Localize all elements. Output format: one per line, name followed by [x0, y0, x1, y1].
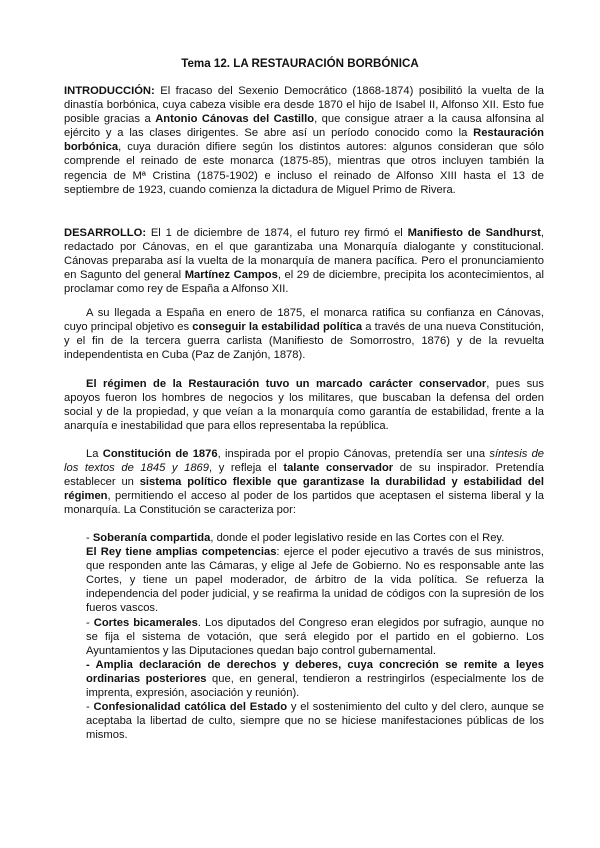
llegada-bold-estabilidad: conseguir la estabilidad política — [192, 321, 363, 334]
llegada-paragraph — [64, 306, 544, 362]
rey-text: : ejerce el poder ejecutivo a través de sus ministros, que responden ante las Cámaras, y elige al Jefe de Gobierno. No es responsable ante las Cortes, y tiene un papel moderador, de árbitro de la vida política. Se refuerza la independencia del poder judicial, y se reafirma la unidad de códigos con la supresión de los fueros vascos. — [86, 546, 544, 615]
desarrollo-paragraph — [64, 226, 544, 296]
intro-bold-restauracion: Restauración borbónica — [64, 127, 544, 154]
list-dash: - — [86, 701, 94, 714]
introduccion-paragraph — [64, 84, 544, 197]
constitucion-italic-sintesis: síntesis de los textos de 1845 y 1869 — [64, 448, 545, 475]
soberania-text: , donde el poder legislativo reside en las Cortes con el Rey. — [210, 532, 505, 544]
introduccion-label: INTRODUCCIÓN: — [64, 85, 155, 97]
list-item-derechos — [86, 658, 544, 700]
list-dash: - — [86, 532, 93, 544]
document-title: Tema 12. LA RESTAURACIÓN BORBÓNICA — [181, 57, 419, 70]
confesionalidad-bold: Confesionalidad católica del Estado — [93, 701, 288, 714]
soberania-bold: Soberanía compartida — [92, 532, 211, 544]
regimen-bold: El régimen de la Restauración tuvo un marcado carácter conservador — [86, 378, 487, 390]
derechos-text: que, en general, tendieron a restringirlos (especialmente los de imprenta, expresión, asociación y reunión). — [86, 672, 544, 700]
rey-bold: El Rey tiene amplias competencias — [86, 546, 277, 559]
intro-text-2: , que consigue atraer a la causa alfonsina al ejército y a las clases dirigentes. Se abre así un período conocido como la — [64, 113, 544, 140]
desarrollo-label: DESARROLLO: — [64, 227, 147, 239]
caracteristicas-list — [86, 531, 544, 742]
intro-bold-canovas: Antonio Cánovas del Castillo — [155, 113, 315, 126]
derechos-bold: - Amplia declaración de derechos y deberes, cuya concreción se remite a leyes ordinarias posteriores — [86, 658, 544, 685]
desarrollo-text-2: , redactado por Cánovas, en el que garantizaba una Monarquía dialogante y constitucional. Cánovas preparaba así la vuelta de la monarquía de manera pacífica. Pero el pronunciamiento en Sagunto del general — [64, 227, 544, 282]
intro-text-3: , cuya duración difiere según los distintos autores: algunos consideran que sólo comprende el reinado de este monarca (1875-85), mientras que otros incluyen también la regencia de Mª Cristina (1875-1902) e incluso el reinado de Alfonso XIII hasta el 13 de septiembre de 1923, cuando comienza la dictadura de Miguel Primo de Rivera. — [64, 141, 544, 196]
constitucion-text-1: , inspirada por el propio Cánovas, pretendía ser una — [217, 448, 490, 460]
cortes-text: . Los diputados del Congreso eran elegidos por sufragio, aunque no se fija el sistema de votación, que será elegido por el partido en el gobierno. Los Ayuntamientos y las Diputaciones quedan bajo control gubernamental. — [86, 616, 545, 657]
constitucion-text-3: de su inspirador. Pretendía establecer un — [64, 462, 544, 489]
list-item-rey — [86, 545, 544, 615]
constitucion-paragraph — [64, 447, 544, 517]
constitucion-text-0: La — [86, 448, 103, 460]
regimen-paragraph — [64, 377, 544, 433]
llegada-text-2: a través de una nueva Constitución, y el fin de la tercera guerra carlista (Manifiesto de Somorrostro, 1876) y de la revuelta independentista en Cuba (Paz de Zanjón, 1878). — [64, 321, 544, 362]
constitucion-bold-1876: Constitución de 1876 — [102, 448, 218, 460]
list-item-cortes — [86, 616, 544, 658]
desarrollo-text-1: El 1 de diciembre de 1874, el futuro rey firmó el — [146, 227, 408, 239]
constitucion-text-4: , permitiendo el acceso al poder de los partidos que aceptasen el sistema liberal y la monarquía. La Constitución se caracteriza por: — [64, 490, 544, 517]
cortes-bold: Cortes bicamerales — [93, 616, 198, 629]
confesionalidad-text: y el sostenimiento del culto y del clero, aunque se aceptaba la libertad de culto, siempre que no se hiciese manifestaciones públicas de los mismos. — [86, 701, 544, 742]
constitucion-bold-talante: talante conservador — [283, 462, 394, 475]
desarrollo-bold-martinez: Martínez Campos — [184, 269, 278, 282]
list-item-soberania — [86, 531, 544, 545]
list-dash: - — [86, 616, 94, 629]
regimen-text: , pues sus apoyos fueron los hombres de negocios y los militares, que buscaban la defensa del orden social y de la propiedad, y que veían a la monarquía como garantía de estabilidad, frente a la anarquía e inestabilidad que para ellos representaba la república. — [64, 378, 544, 433]
constitucion-bold-sistema: sistema político flexible que garantizase la durabilidad y estabilidad del régimen — [64, 476, 544, 503]
intro-text-1: El fracaso del Sexenio Democrático (1868-1874) posibilitó la vuelta de la dinastía borbónica, cuya cabeza visible era desde 1870 el hijo de Isabel II, Alfonso XII. Esto fue posible gracias a — [64, 85, 544, 126]
desarrollo-bold-sandhurst: Manifiesto de Sandhurst — [407, 227, 541, 239]
constitucion-text-2: , y refleja el — [209, 462, 284, 475]
desarrollo-text-3: , el 29 de diciembre, precipita los acontecimientos, al proclamar como rey de España a Alfonso XII. — [64, 269, 545, 296]
list-item-confesionalidad — [86, 700, 544, 742]
llegada-text-1: A su llegada a España en enero de 1875, el monarca ratifica su confianza en Cánovas, cuyo principal objetivo es — [64, 307, 544, 334]
